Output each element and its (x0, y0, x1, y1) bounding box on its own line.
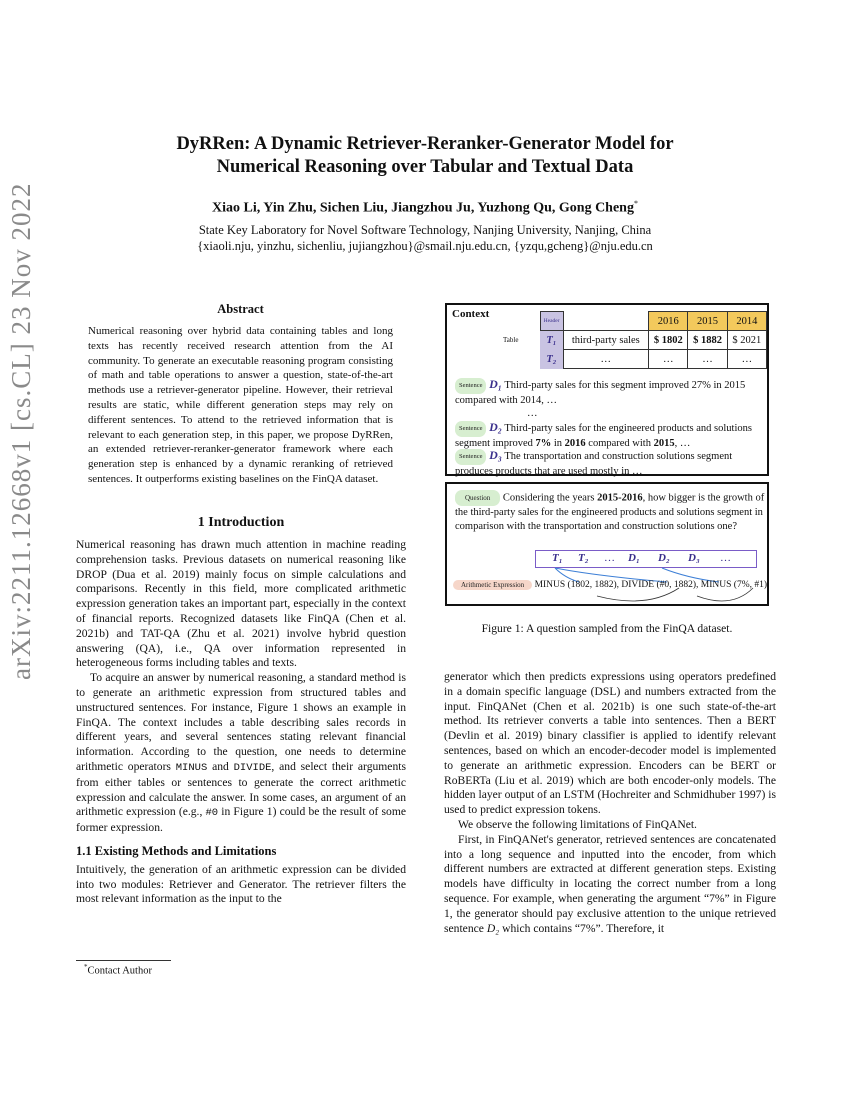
abstract-text: Numerical reasoning over hybrid data containing tables and long texts has recently received research attention from the AI community. To generate an executable reasoning program consisting of math and table operations to answer a question, state-of-the-art methods use a retriever-generator pipeline. However, their retrieval results are static, while different generation steps may rely on different sentences. To attend to the retrieved information that is relevant to each generation step, in this paper, we propose DyRRen, an extended retriever-reranker-generator framework where each generation step is enhanced by a dynamic reranking of retrieved sentences. It outperforms existing baselines on the FinQA dataset. (88, 325, 393, 485)
cell-2014: $ 2021 (727, 331, 766, 350)
sentence-tag: Sentence (455, 421, 486, 437)
author-emails: {xiaoli.nju, yinzhu, sichenliu, jujiangzhou}@smail.nju.edu.cn, {yzqu,gcheng}@nju.edu.cn (197, 239, 653, 253)
seq-token: … (720, 552, 731, 564)
contact-author-mark: * (633, 199, 638, 208)
figure-caption: Figure 1: A question sampled from the FinQA dataset. (481, 622, 733, 635)
operator-divide: DIVIDE (233, 761, 272, 774)
table-row-header (499, 312, 767, 331)
sentence-d2: Sentence D₂ Third-party sales for the engineered products and solutions segment improved 7% in 2016 compared with 2015, … (455, 420, 752, 449)
t2-label: T₂ (540, 350, 563, 369)
subsection-heading: 1.1 Existing Methods and Limitations (76, 843, 277, 858)
sentence-tag: Sentence (455, 378, 486, 394)
author-list (100, 199, 750, 217)
footnote: *Contact Author (84, 963, 152, 977)
title-line-2: Numerical Reasoning over Tabular and Textual Data (216, 157, 634, 177)
right-paragraph-2: We observe the following limitations of FinQANet. (458, 817, 697, 831)
intro-paragraph-2: To acquire an answer by numerical reasoning, a standard method is to generate an arithmetic expression from structured tables and unstructured sentences. For instance, Figure 1 shows an example in FinQA. The context includes a table describing sales records in different years, and several sentences stating relevant financial information. According to the question, one needs to determine arithmetic operators MINUS and DIVIDE, and select their arguments from either tables or sentences to generate the correct arithmetic expression and calculate the answer. In some cases, an argument of an arithmetic expression (e.g., #0 in Figure 1) could be the result of some former expression. (76, 671, 406, 835)
context-label: Context (452, 308, 490, 320)
intro-paragraph-1: Numerical reasoning has drawn much attention in machine reading comprehension tasks. Previous datasets on numerical reasoning like DROP (Dua et al. 2019) mainly focus on simple calculations and comparisons. Recently in this field, more complicated arithmetic expression generation takes an important part, especially in the context of financial reports. Recognized datasets like FinQA (Chen et al. 2021b) and TAT-QA (Zhu et al. 2021) involve hybrid question answering (QA), i.e., QA over information represented in heterogeneous forms including tables and texts. (76, 538, 406, 670)
intro-paragraph-3: Intuitively, the generation of an arithmetic expression can be divided into two modules: Retriever and Generator. The retriever filters the most relevant information as the input to the (76, 862, 406, 906)
table-row-t1 (499, 331, 767, 350)
sentence-tag: Sentence (455, 449, 486, 465)
year-2016: 2016 (649, 312, 688, 331)
seq-token: D₂ (658, 552, 670, 564)
year-2014: 2014 (727, 312, 766, 331)
operator-minus: MINUS (175, 761, 208, 774)
cell-item: third-party sales (563, 331, 649, 350)
year-2015: 2015 (688, 312, 727, 331)
left-column-body (76, 538, 406, 907)
t1-label: T₁ (540, 331, 563, 350)
question-tag: Question (455, 490, 500, 506)
seq-token: T₁ (552, 552, 563, 564)
right-paragraph-1: generator which then predicts expressions using operators predefined in a domain specific language (DSL) and numbers extracted from the input. FinQANet (Chen et al. 2021b) is one such state-of-the-art method. Its retriever converts a table into sentences. Then a BERT (Devlin et al. 2019) binary classifier is applied to identify relevant sentences, based on which an encoder-decoder model is implemented to generate an arithmetic expression. Encoders can be BERT or RoBERTa (Liu et al. 2019) which are both encoder-only models. The hidden layer output of an LSTM (Hochreiter and Schmidhuber 1997) is used to predict expression tokens. (444, 670, 776, 817)
result-reference-token: #0 (205, 807, 219, 820)
figure-table (499, 311, 767, 369)
arithmetic-expression-row (453, 580, 767, 590)
affiliation: State Key Laboratory for Novel Software Technology, Nanjing University, Nanjing, China (198, 223, 652, 237)
arithmetic-expression-tag: Arithmetic Expression (453, 580, 532, 590)
cell-2015: $ 1882 (688, 331, 727, 350)
seq-token: … (604, 552, 615, 564)
author-names: Xiao Li, Yin Zhu, Sichen Liu, Jiangzhou Ju, Yuzhong Qu, Gong Cheng (212, 200, 634, 216)
seq-token: D₁ (628, 552, 640, 564)
seq-token: D₃ (688, 552, 700, 564)
cell-2016: $ 1802 (649, 331, 688, 350)
table-tag: Table (503, 336, 519, 344)
question-text: Question Considering the years 2015-2016, how bigger is the growth of the third-party sales for the engineered products and solutions segment in comparison with the transportation and construction solutions one? (455, 490, 765, 534)
d3-symbol: D₃ (489, 448, 502, 462)
section-heading-introduction: 1 Introduction (197, 515, 285, 530)
figure-question-panel (445, 482, 769, 606)
seq-token: T₂ (578, 552, 589, 564)
title-line-1: DyRRen: A Dynamic Retriever-Reranker-Generator Model for (176, 134, 674, 154)
footnote-text: Contact Author (87, 965, 152, 977)
table-row-t2: T₂ … … … … (499, 350, 767, 369)
d2-reference: D₂ (486, 921, 500, 935)
affiliation-block (100, 222, 750, 254)
abstract-heading: Abstract (217, 302, 264, 316)
header-tag: Header (540, 312, 563, 331)
d1-symbol: D₁ (489, 377, 502, 391)
footnote-divider (76, 960, 171, 961)
sentence-d1: Sentence D₁ Third-party sales for this segment improved 27% in 2015 compared with 2014, … (455, 377, 746, 406)
sentence-d3: Sentence D₃ The transportation and construction solutions segment produces products that are used mostly in … (455, 448, 733, 477)
right-column-body (444, 670, 776, 936)
sentence-ellipsis: … (527, 408, 538, 419)
figure-context-panel (445, 303, 769, 476)
arxiv-identifier: arXiv:2211.12668v1 [cs.CL] 23 Nov 2022 (6, 182, 36, 680)
paper-title (100, 133, 750, 179)
arithmetic-expression: MINUS (1802, 1882), DIVIDE (#0, 1882), MINUS (7%, #1) (534, 580, 768, 591)
d2-symbol: D₂ (489, 420, 502, 434)
right-paragraph-3: First, in FinQANet's generator, retrieved sentences are concatenated into a long sequence and inputted into the encoder, from which different numbers are extracted at different generation steps. Existing models have difficulty in locating the correct number from a long sequence. For example, when generating the argument “7%” in Figure 1, the generator should pay exclusive attention to the unique retrieved sentence D₂ which contains “7%”. Therefore, it (444, 832, 776, 935)
